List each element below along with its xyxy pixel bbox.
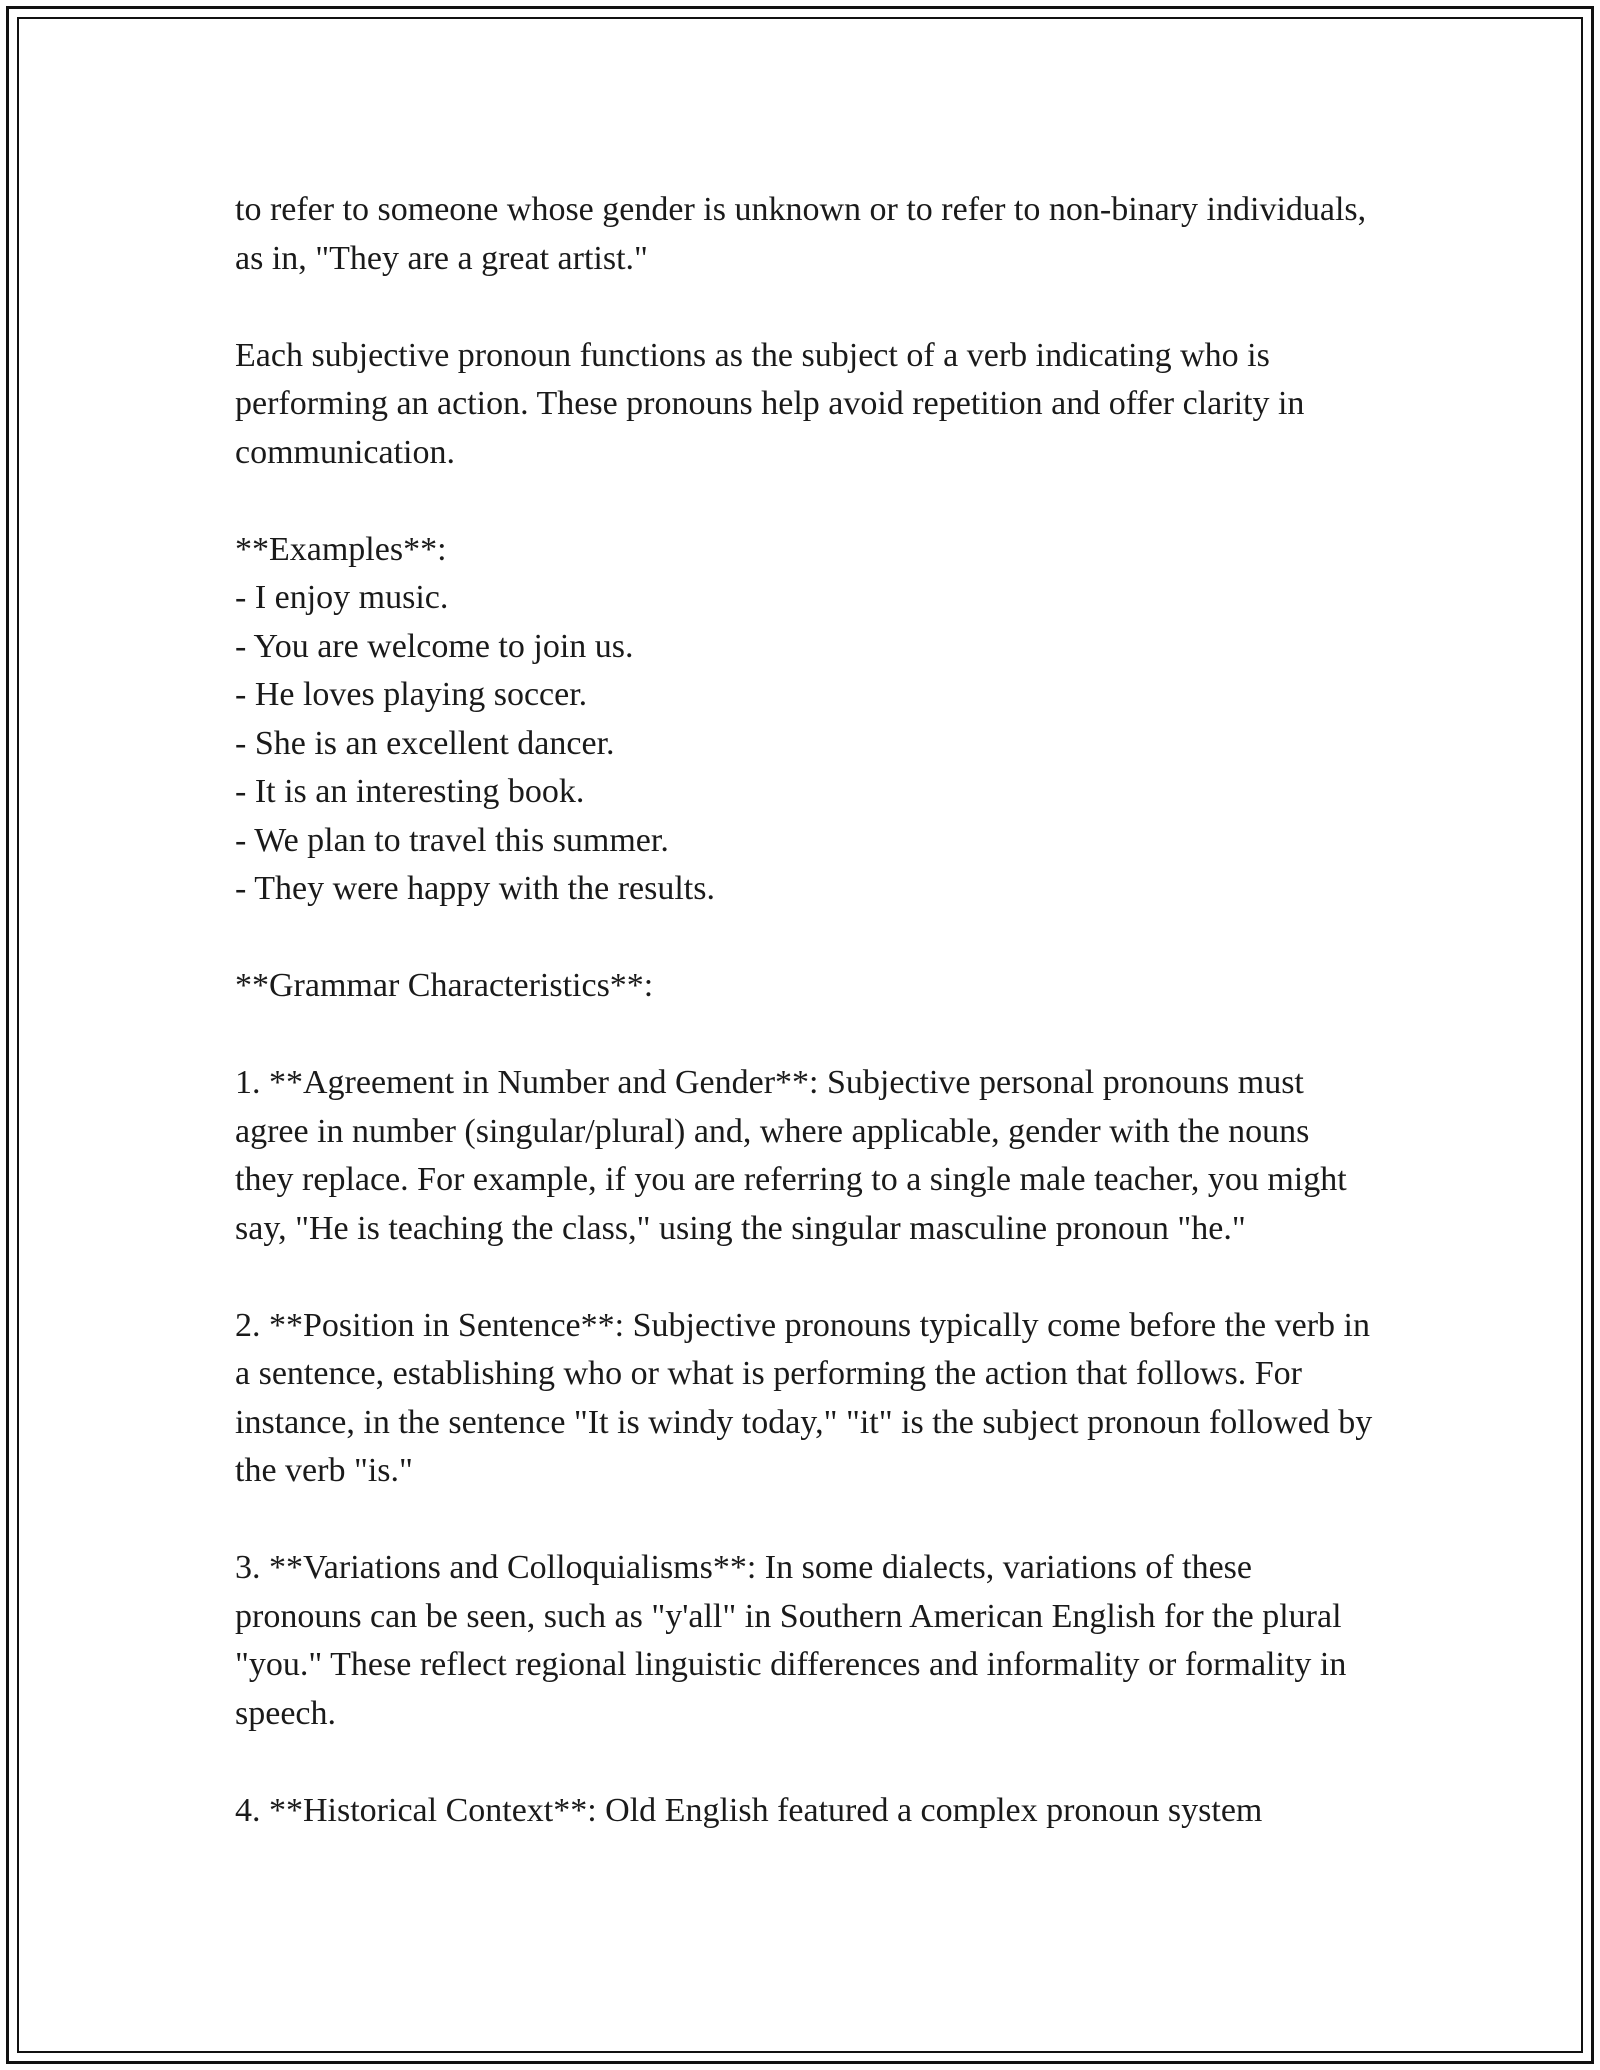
examples-list — [235, 574, 1375, 914]
example-item: - He loves playing soccer. — [235, 676, 588, 713]
grammar-heading: **Grammar Characteristics**: — [235, 967, 654, 1004]
example-item: - You are welcome to join us. — [235, 627, 634, 665]
example-item: - We plan to travel this summer. — [235, 821, 669, 859]
document-body — [235, 186, 1381, 1835]
paragraph-continued: to refer to someone whose gender is unknown or to refer to non-binary individuals, as in, "They are a great artist." — [235, 191, 1375, 277]
example-item: - It is an interesting book. — [235, 773, 585, 810]
grammar-point-agreement: 1. **Agreement in Number and Gender**: Subjective personal pronouns must agree in number (singular/plural) and, where applicable, gender with the nouns they replace. For example, if you are referring to a single male teacher, you might say, "He is teaching the class," using the singular masculine pronoun "he." — [235, 1064, 1356, 1247]
paragraph-subject-function: Each subjective pronoun functions as the subject of a verb indicating who is performing an action. These pronouns help avoid repetition and offer clarity in communication. — [235, 336, 1313, 471]
grammar-point-variations: 3. **Variations and Colloquialisms**: In some dialects, variations of these pronouns can be seen, such as "y'all" in Southern American English for the plural "you." These reflect regional linguistic differences and informality or formality in speech. — [235, 1549, 1355, 1732]
grammar-point-position: 2. **Position in Sentence**: Subjective pronouns typically come before the verb in a sentence, establishing who or what is performing the action that follows. For instance, in the sentence "It is windy today," "it" is the subject pronoun followed by the verb "is." — [235, 1306, 1381, 1489]
example-item: - They were happy with the results. — [235, 870, 715, 907]
grammar-point-historical: 4. **Historical Context**: Old English featured a complex pronoun system — [235, 1791, 1263, 1829]
examples-heading: **Examples**: — [235, 530, 447, 568]
example-item: - I enjoy music. — [235, 579, 449, 616]
example-item: - She is an excellent dancer. — [235, 724, 615, 762]
